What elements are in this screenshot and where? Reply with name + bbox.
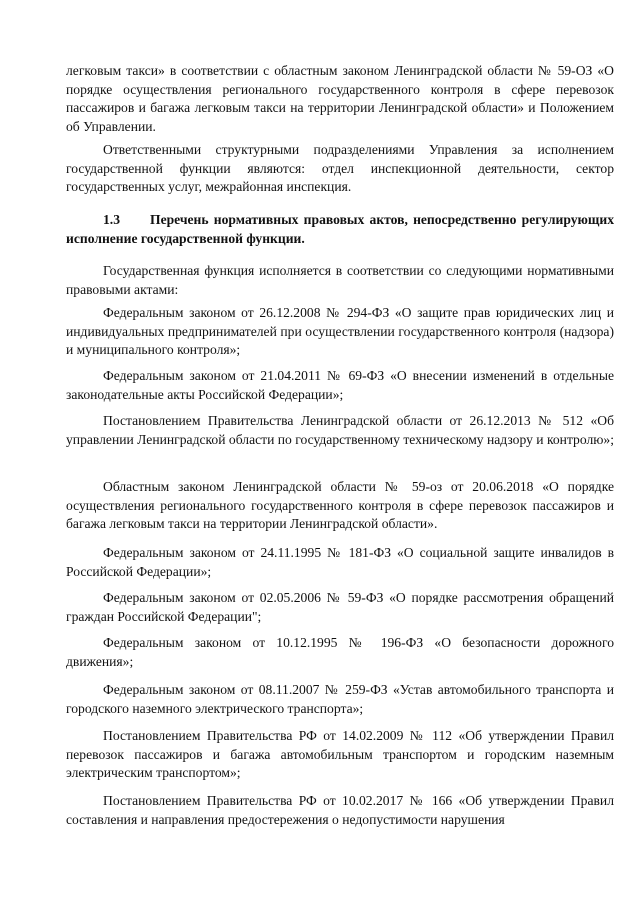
paragraph-taxi-law-continuation: легковым такси» в соответствии с областным законом Ленинградской области № 59-ОЗ «О порядке осуществления регионального государственного контроля в сфере перевозок пассажиров и багажа легковым такси на территории Ленинградской области» и Положением об Управлении. bbox=[66, 63, 614, 134]
paragraph-law-181: Федеральным законом от 24.11.1995 № 181-ФЗ «О социальной защите инвалидов в Российской Федерации»; bbox=[66, 545, 614, 579]
paragraph-resolution-112: Постановлением Правительства РФ от 14.02.2009 № 112 «Об утверждении Правил перевозок пассажиров и багажа автомобильным транспортом и городским наземным электрическим транспортом»; bbox=[66, 728, 614, 780]
paragraph-resolution-166: Постановлением Правительства РФ от 10.02.2017 № 166 «Об утверждении Правил составления и направления предостережения о недопустимости нарушения bbox=[66, 793, 614, 827]
section-title: Перечень нормативных правовых актов, непосредственно регулирующих исполнение государственной функции. bbox=[66, 212, 614, 246]
paragraph-regional-law-59: Областным законом Ленинградской области № 59-оз от 20.06.2018 «О порядке осуществления регионального государственного контроля в сфере перевозок пассажиров и багажа легковым такси на территории Ленинградской области». bbox=[66, 479, 614, 531]
paragraph-law-59: Федеральным законом от 02.05.2006 № 59-ФЗ «О порядке рассмотрения обращений граждан Российской Федерации"; bbox=[66, 590, 614, 624]
paragraph-law-294: Федеральным законом от 26.12.2008 № 294-ФЗ «О защите прав юридических лиц и индивидуальных предпринимателей при осуществлении государственного контроля (надзора) и муниципального контроля»; bbox=[66, 305, 614, 357]
paragraph-intro-acts: Государственная функция исполняется в соответствии со следующими нормативными правовыми актами: bbox=[66, 263, 614, 297]
paragraph-law-259: Федеральным законом от 08.11.2007 № 259-ФЗ «Устав автомобильного транспорта и городского наземного электрического транспорта»; bbox=[66, 682, 614, 716]
section-heading-1-3 bbox=[66, 211, 614, 248]
section-number: 1.3 bbox=[103, 212, 120, 227]
paragraph-responsible-units: Ответственными структурными подразделениями Управления за исполнением государственной функции являются: отдел инспекционной деятельности, сектор государственных услуг, межрайонная инспекция. bbox=[66, 142, 614, 194]
paragraph-resolution-512: Постановлением Правительства Ленинградской области от 26.12.2013 № 512 «Об управлении Ленинградской области по государственному техническому надзору и контролю»; bbox=[66, 413, 614, 447]
paragraph-law-196: Федеральным законом от 10.12.1995 № 196-ФЗ «О безопасности дорожного движения»; bbox=[66, 635, 614, 669]
paragraph-law-69: Федеральным законом от 21.04.2011 № 69-ФЗ «О внесении изменений в отдельные законодательные акты Российской Федерации»; bbox=[66, 368, 614, 402]
